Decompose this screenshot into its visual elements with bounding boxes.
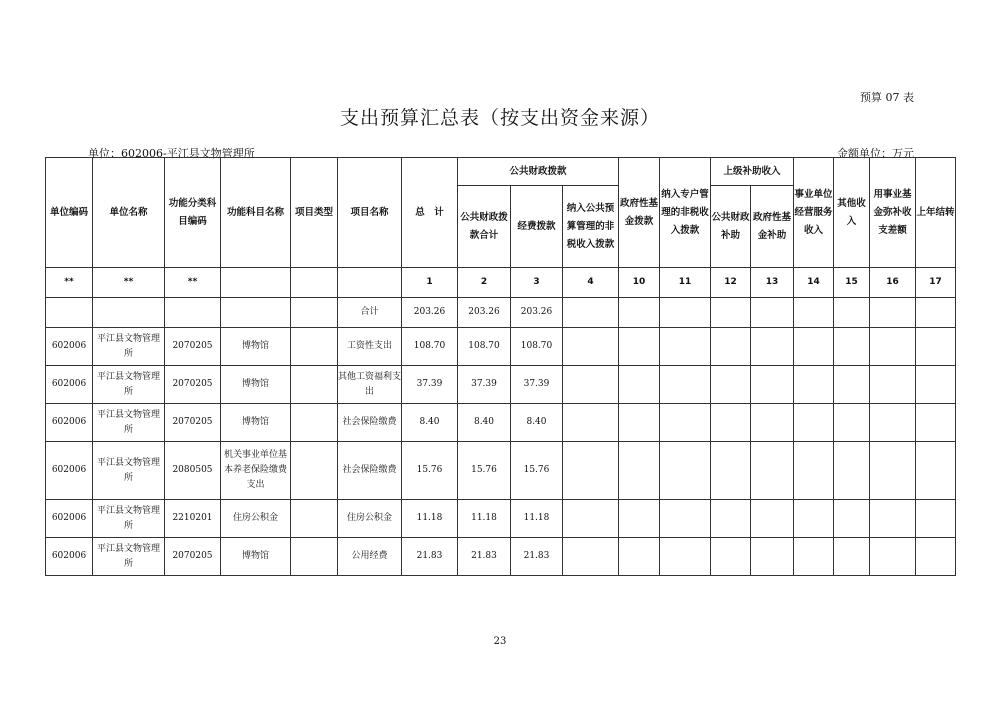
cell-unit-code — [46, 298, 93, 328]
cell-func-name: 博物馆 — [221, 538, 291, 576]
cell-unit-code: 602006 — [46, 442, 93, 500]
column-number: 2 — [458, 268, 511, 298]
cell-empty — [834, 538, 870, 576]
form-number: 预算 07 表 — [860, 91, 914, 104]
cell-empty — [916, 298, 956, 328]
cell-func-code — [165, 298, 221, 328]
col-unit-name: 单位名称 — [93, 158, 165, 268]
col-project-type: 项目类型 — [291, 158, 338, 268]
cell-empty — [619, 442, 660, 500]
table-row — [46, 500, 956, 538]
cell-project-name: 工资性支出 — [338, 328, 402, 366]
column-number: 14 — [794, 268, 834, 298]
table-row — [46, 366, 956, 404]
cell-unit-name: 平江县文物管理所 — [93, 328, 165, 366]
cell-empty — [563, 442, 619, 500]
cell-unit-name: 平江县文物管理所 — [93, 538, 165, 576]
column-number: 12 — [711, 268, 751, 298]
cell-total: 11.18 — [402, 500, 458, 538]
cell-empty — [711, 538, 751, 576]
cell-empty — [916, 328, 956, 366]
cell-func-code: 2210201 — [165, 500, 221, 538]
cell-func-name: 博物馆 — [221, 404, 291, 442]
col-public-finance: 公共财政拨款 — [458, 158, 619, 186]
cell-project-type — [291, 298, 338, 328]
cell-total: 15.76 — [402, 442, 458, 500]
cell-pf-funds: 11.18 — [511, 500, 563, 538]
cell-func-name: 博物馆 — [221, 328, 291, 366]
cell-empty — [619, 538, 660, 576]
cell-pf-funds: 108.70 — [511, 328, 563, 366]
column-number: 1 — [402, 268, 458, 298]
cell-project-name: 住房公积金 — [338, 500, 402, 538]
cell-project-name: 社会保险缴费 — [338, 404, 402, 442]
cell-empty — [834, 500, 870, 538]
cell-empty — [834, 442, 870, 500]
cell-pf-total: 37.39 — [458, 366, 511, 404]
cell-empty — [751, 500, 794, 538]
cell-pf-funds: 15.76 — [511, 442, 563, 500]
cell-empty — [563, 500, 619, 538]
cell-pf-funds: 8.40 — [511, 404, 563, 442]
cell-unit-name: 平江县文物管理所 — [93, 442, 165, 500]
table-header — [46, 158, 956, 268]
col-gov-fund: 政府性基金拨款 — [619, 158, 660, 268]
column-number: 13 — [751, 268, 794, 298]
cell-empty — [794, 298, 834, 328]
col-func-code: 功能分类科目编码 — [165, 158, 221, 268]
cell-unit-name: 平江县文物管理所 — [93, 366, 165, 404]
column-number: ** — [93, 268, 165, 298]
column-number: 16 — [870, 268, 916, 298]
cell-empty — [660, 328, 711, 366]
cell-empty — [619, 404, 660, 442]
unit-label: 单位：602006-平江县文物管理所 — [88, 147, 255, 160]
column-number-row — [46, 268, 956, 298]
col-other-income: 其他收入 — [834, 158, 870, 268]
cell-empty — [794, 328, 834, 366]
cell-empty — [619, 298, 660, 328]
cell-unit-code: 602006 — [46, 328, 93, 366]
cell-func-code: 2070205 — [165, 404, 221, 442]
cell-empty — [916, 442, 956, 500]
cell-empty — [619, 328, 660, 366]
cell-pf-total: 8.40 — [458, 404, 511, 442]
amount-unit-label: 金额单位：万元 — [837, 147, 914, 160]
col-special-nontax: 纳入专户管理的非税收入拨款 — [660, 158, 711, 268]
budget-table — [45, 157, 956, 576]
cell-empty — [660, 442, 711, 500]
cell-empty — [870, 328, 916, 366]
cell-empty — [794, 538, 834, 576]
cell-empty — [563, 328, 619, 366]
cell-empty — [794, 404, 834, 442]
cell-empty — [870, 366, 916, 404]
cell-empty — [563, 404, 619, 442]
cell-empty — [834, 328, 870, 366]
cell-unit-name — [93, 298, 165, 328]
cell-empty — [711, 500, 751, 538]
cell-pf-total: 15.76 — [458, 442, 511, 500]
cell-unit-code: 602006 — [46, 366, 93, 404]
cell-empty — [660, 538, 711, 576]
cell-func-code: 2070205 — [165, 328, 221, 366]
cell-project-type — [291, 538, 338, 576]
cell-pf-total: 108.70 — [458, 328, 511, 366]
cell-empty — [751, 328, 794, 366]
cell-empty — [563, 538, 619, 576]
cell-project-type — [291, 328, 338, 366]
cell-empty — [751, 298, 794, 328]
cell-empty — [870, 404, 916, 442]
column-number: ** — [46, 268, 93, 298]
column-number: 4 — [563, 268, 619, 298]
cell-pf-total: 11.18 — [458, 500, 511, 538]
cell-project-type — [291, 366, 338, 404]
cell-total: 21.83 — [402, 538, 458, 576]
cell-empty — [563, 366, 619, 404]
col-sup-public: 公共财政补助 — [711, 186, 751, 268]
cell-empty — [794, 500, 834, 538]
col-superior-subsidy: 上级补助收入 — [711, 158, 794, 186]
cell-empty — [870, 442, 916, 500]
cell-pf-total: 21.83 — [458, 538, 511, 576]
cell-empty — [660, 298, 711, 328]
cell-empty — [711, 442, 751, 500]
cell-empty — [834, 404, 870, 442]
cell-pf-total: 203.26 — [458, 298, 511, 328]
cell-project-name: 合计 — [338, 298, 402, 328]
col-pf-funds: 经费拨款 — [511, 186, 563, 268]
cell-project-name: 社会保险缴费 — [338, 442, 402, 500]
col-unit-code: 单位编码 — [46, 158, 93, 268]
column-number — [338, 268, 402, 298]
cell-empty — [711, 328, 751, 366]
cell-unit-code: 602006 — [46, 500, 93, 538]
col-carryover: 上年结转 — [916, 158, 956, 268]
cell-empty — [711, 366, 751, 404]
cell-empty — [870, 538, 916, 576]
cell-func-code: 2080505 — [165, 442, 221, 500]
cell-empty — [711, 404, 751, 442]
cell-pf-funds: 37.39 — [511, 366, 563, 404]
cell-empty — [870, 500, 916, 538]
table-row — [46, 328, 956, 366]
cell-empty — [619, 366, 660, 404]
cell-total: 203.26 — [402, 298, 458, 328]
page-title: 支出预算汇总表（按支出资金来源） — [339, 107, 660, 129]
cell-total: 8.40 — [402, 404, 458, 442]
cell-unit-name: 平江县文物管理所 — [93, 404, 165, 442]
col-func-name: 功能科目名称 — [221, 158, 291, 268]
table-row — [46, 404, 956, 442]
cell-func-name: 博物馆 — [221, 366, 291, 404]
column-number: 11 — [660, 268, 711, 298]
page-number: 23 — [493, 636, 507, 647]
column-number — [221, 268, 291, 298]
cell-empty — [794, 442, 834, 500]
cell-unit-name: 平江县文物管理所 — [93, 500, 165, 538]
column-number: ** — [165, 268, 221, 298]
table-row — [46, 442, 956, 500]
cell-empty — [660, 500, 711, 538]
cell-empty — [619, 500, 660, 538]
cell-empty — [916, 500, 956, 538]
cell-empty — [751, 538, 794, 576]
cell-project-name: 公用经费 — [338, 538, 402, 576]
column-number: 15 — [834, 268, 870, 298]
cell-pf-funds: 203.26 — [511, 298, 563, 328]
cell-empty — [834, 366, 870, 404]
cell-empty — [711, 298, 751, 328]
cell-empty — [916, 404, 956, 442]
col-pf-nontax: 纳入公共预算管理的非税收入拨款 — [563, 186, 619, 268]
cell-empty — [916, 366, 956, 404]
cell-unit-code: 602006 — [46, 404, 93, 442]
cell-func-name: 机关事业单位基本养老保险缴费支出 — [221, 442, 291, 500]
column-number — [291, 268, 338, 298]
cell-empty — [563, 298, 619, 328]
cell-empty — [870, 298, 916, 328]
col-project-name: 项目名称 — [338, 158, 402, 268]
cell-empty — [660, 404, 711, 442]
cell-project-type — [291, 404, 338, 442]
cell-empty — [916, 538, 956, 576]
cell-project-name: 其他工资福利支出 — [338, 366, 402, 404]
cell-empty — [751, 404, 794, 442]
cell-empty — [794, 366, 834, 404]
cell-empty — [660, 366, 711, 404]
cell-pf-funds: 21.83 — [511, 538, 563, 576]
cell-func-code: 2070205 — [165, 538, 221, 576]
cell-total: 37.39 — [402, 366, 458, 404]
col-sup-gov: 政府性基金补助 — [751, 186, 794, 268]
column-number: 3 — [511, 268, 563, 298]
cell-project-type — [291, 500, 338, 538]
table-row-total — [46, 298, 956, 328]
col-fund-gap: 用事业基金弥补收支差额 — [870, 158, 916, 268]
cell-project-type — [291, 442, 338, 500]
column-number: 10 — [619, 268, 660, 298]
column-number: 17 — [916, 268, 956, 298]
cell-func-name: 住房公积金 — [221, 500, 291, 538]
table-row — [46, 538, 956, 576]
cell-empty — [751, 366, 794, 404]
cell-total: 108.70 — [402, 328, 458, 366]
col-business-income: 事业单位经营服务收入 — [794, 158, 834, 268]
cell-func-name — [221, 298, 291, 328]
cell-func-code: 2070205 — [165, 366, 221, 404]
cell-unit-code: 602006 — [46, 538, 93, 576]
cell-empty — [834, 298, 870, 328]
col-total: 总 计 — [402, 158, 458, 268]
col-pf-total: 公共财政拨款合计 — [458, 186, 511, 268]
cell-empty — [751, 442, 794, 500]
